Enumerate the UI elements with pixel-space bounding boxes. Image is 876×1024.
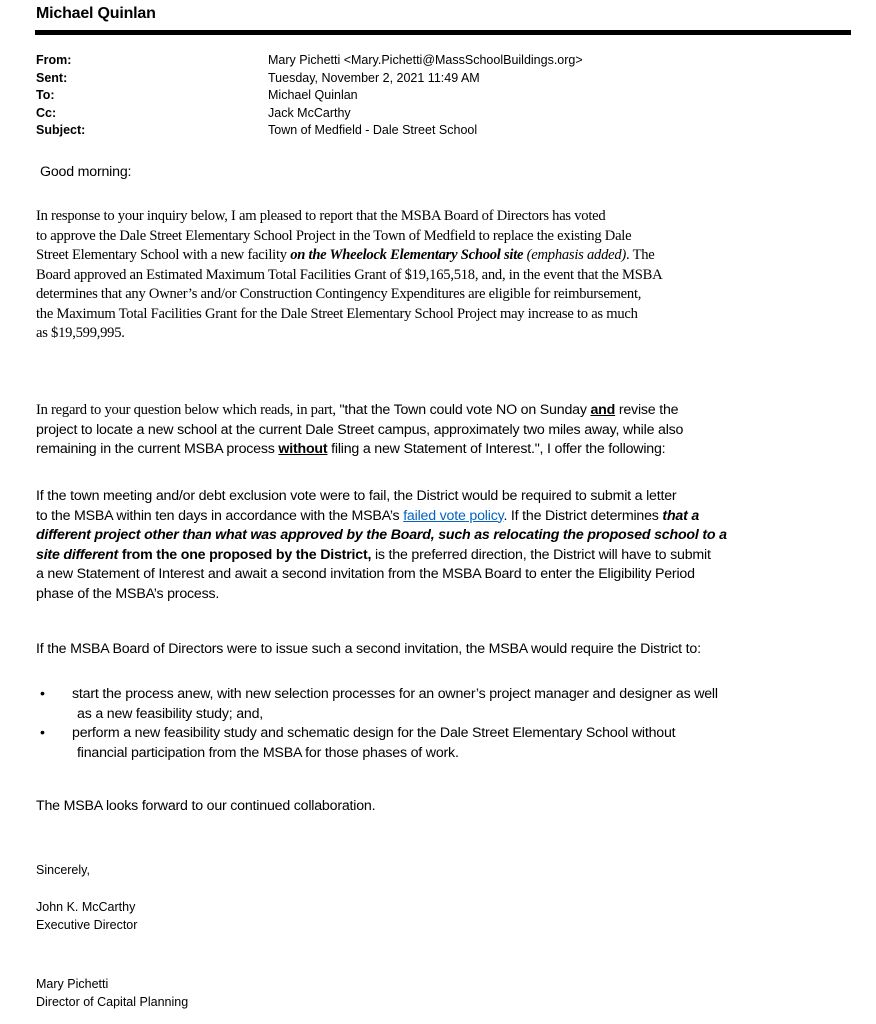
p4-text: If the MSBA Board of Directors were to issue such a second invitation, the MSBA would require the District to: — [36, 641, 701, 657]
list-item-text: financial participation from the MSBA for those phases of work. — [77, 744, 459, 761]
header-cc — [36, 105, 583, 123]
p3-text: . If the District determines — [503, 507, 663, 524]
p1-text: . The — [626, 247, 655, 263]
header-divider — [35, 30, 851, 35]
p3-bold: from the one proposed by the District, — [118, 546, 372, 563]
p1-line: determines that any Owner’s and/or Construction Contingency Expenditures are eligible for reimbursement, — [36, 286, 642, 302]
cc-label: Cc: — [36, 105, 57, 120]
paragraph-approval — [36, 207, 856, 344]
emphasis-and: and — [590, 402, 616, 418]
header-subject — [36, 122, 583, 140]
p3-text: to the MSBA within ten days in accordance with the MSBA’s — [36, 507, 404, 524]
signer-1-name: John K. McCarthy — [36, 900, 136, 914]
subject-value: Town of Medfield - Dale Street School — [268, 123, 478, 137]
closing — [36, 797, 856, 817]
p2-text: revise the — [615, 402, 679, 418]
p1-line: the Maximum Total Facilities Grant for the Dale Street Elementary School Project may increase to as much — [36, 305, 638, 322]
p2-line — [36, 440, 856, 460]
list-item-text: perform a new feasibility study and schematic design for the Dale Street Elementary School without — [72, 725, 676, 741]
p1-line: to approve the Dale Street Elementary School Project in the Town of Medfield to replace the existing Dale — [36, 227, 632, 244]
p1-text: Street Elementary School with a new facility — [36, 247, 291, 263]
p3-line — [36, 546, 856, 566]
emphasis-without: without — [278, 441, 328, 457]
signer-2-title: Director of Capital Planning — [36, 994, 189, 1009]
p2-line: project to locate a new school at the current Dale Street campus, approximately two miles away, while also — [36, 421, 684, 438]
p3-line: a new Statement of Interest and await a second invitation from the MSBA Board to enter the Eligibility Period — [36, 566, 695, 582]
mailbox-owner-name: Michael Quinlan — [36, 5, 156, 22]
greeting-text: Good morning: — [40, 164, 132, 180]
p3-emphasis: site different — [36, 546, 119, 563]
subject-label: Subject: — [36, 123, 86, 137]
failed-vote-policy-link[interactable]: failed vote policy — [403, 507, 504, 524]
cc-value[interactable]: Jack McCarthy — [268, 105, 351, 120]
list-item — [36, 724, 718, 763]
signer-2-name: Mary Pichetti — [36, 977, 109, 991]
p3-emphasis: that a — [662, 507, 700, 524]
bullet-icon: • — [40, 725, 45, 741]
paragraph-requirements — [36, 640, 856, 660]
p2-text: filing a new Statement of Interest.", I offer the following: — [327, 441, 666, 457]
header-to — [36, 87, 583, 105]
from-value[interactable]: Mary Pichetti <Mary.Pichetti@MassSchoolBuildings.org> — [268, 53, 583, 67]
signer-1 — [36, 899, 137, 934]
header-sent — [36, 70, 583, 88]
sent-value: Tuesday, November 2, 2021 11:49 AM — [268, 70, 480, 85]
p1-line: In response to your inquiry below, I am pleased to report that the MSBA Board of Directors has voted — [36, 208, 606, 224]
p3-line — [36, 526, 856, 546]
valediction: Sincerely, — [36, 863, 90, 877]
emphasis-site: on the Wheelock Elementary School site — [290, 247, 524, 263]
p3-line — [36, 507, 856, 527]
signer-2 — [36, 976, 188, 1011]
sent-label: Sent: — [36, 70, 68, 85]
p3-line: If the town meeting and/or debt exclusion vote were to fail, the District would be required to submit a letter — [36, 488, 677, 504]
p3-line: phase of the MSBA’s process. — [36, 585, 220, 602]
p2-line — [36, 401, 856, 421]
to-value[interactable]: Michael Quinlan — [268, 88, 358, 102]
p1-line: as $19,599,995. — [36, 325, 125, 341]
p2-text: "that the Town could vote NO on Sunday — [335, 402, 591, 418]
bullet-icon: • — [40, 686, 45, 702]
p1-line: Board approved an Estimated Maximum Total Facilities Grant of $19,165,518, and, in the event that the MSBA — [36, 266, 663, 283]
paragraph-question — [36, 401, 856, 460]
emphasis-note: (emphasis added) — [523, 247, 627, 263]
requirements-list — [36, 685, 718, 763]
p3-text: is the preferred direction, the District will have to submit — [371, 546, 711, 563]
list-item — [36, 685, 718, 724]
from-label: From: — [36, 53, 72, 67]
to-label: To: — [36, 88, 55, 102]
list-item-text: as a new feasibility study; and, — [77, 705, 264, 722]
closing-text: The MSBA looks forward to our continued collaboration. — [36, 798, 376, 814]
greeting — [40, 163, 860, 183]
email-header — [36, 52, 583, 140]
list-item-text: start the process anew, with new selection processes for an owner’s project manager and designer as well — [72, 686, 718, 702]
p1-line — [36, 246, 856, 266]
p2-text-serif: In regard to your question below which reads, in part, — [36, 402, 336, 418]
p2-text: remaining in the current MSBA process — [36, 441, 279, 457]
paragraph-failed-vote — [36, 487, 856, 604]
signer-1-title: Executive Director — [36, 917, 138, 932]
header-from — [36, 52, 583, 70]
p3-emphasis: different project other than what was approved by the Board, such as relocating the proposed school to a — [36, 527, 727, 543]
